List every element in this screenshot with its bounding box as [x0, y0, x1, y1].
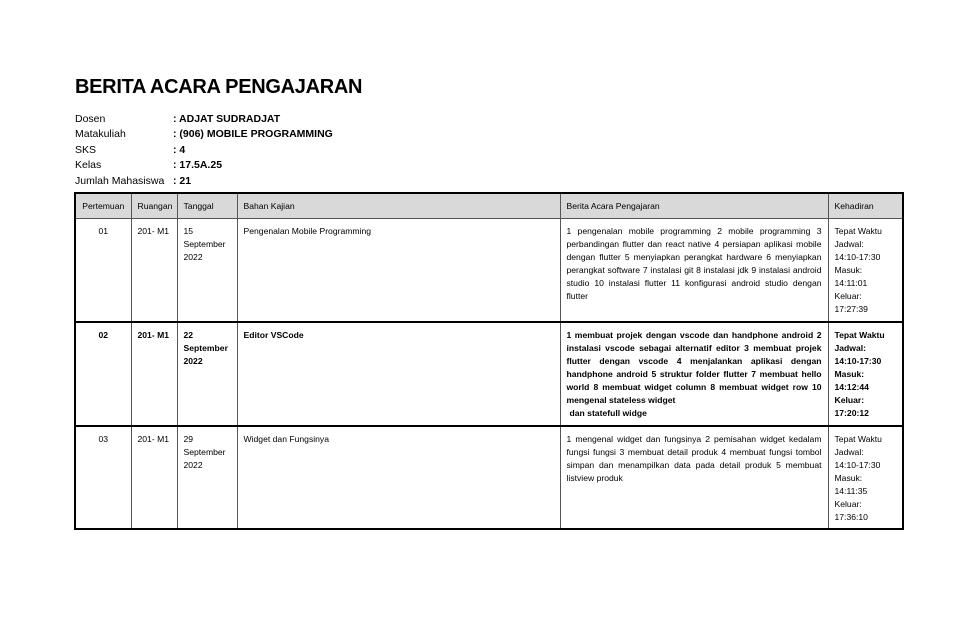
cell-berita-acara: 1 pengenalan mobile programming 2 mobile programming 3 perbandingan flutter dan react native 4 persiapan aplikasi mobile dengan flutter 5 menyiapkan perangkat hardware 6 menyiapkan perangkat software 7 instalasi git 8 instalasi jdk 9 instalasi android studio 10 instalasi flutter 11 konfigurasi android studio dengan flutter: [560, 219, 828, 323]
info-label: Matakuliah: [75, 128, 126, 141]
cell-berita-acara: 1 mengenal widget dan fungsinya 2 pemisahan widget kedalam fungsi fungsi 3 membuat detail produk 4 membuat fungsi tombol simpan dan menampilkan data pada detail produk 5 membuat listview produk: [560, 426, 828, 529]
info-row-matakuliah: [75, 127, 333, 142]
kehadiran-line: Tepat Waktu: [834, 226, 882, 236]
kehadiran-line: 14:11:01: [834, 278, 868, 288]
kehadiran-line: Masuk:: [834, 265, 863, 275]
cell-kehadiran: [828, 219, 903, 323]
info-row-kelas: [75, 158, 333, 173]
kehadiran-line: 14:12:44: [834, 382, 869, 392]
cell-berita-acara: [560, 322, 828, 426]
table-row: [75, 322, 903, 426]
cell-bahan-kajian: Pengenalan Mobile Programming: [237, 219, 560, 323]
kehadiran-line: Masuk:: [834, 473, 863, 483]
cell-tanggal: 29 September 2022: [177, 426, 237, 529]
info-value: : 17.5A.25: [173, 159, 223, 172]
kehadiran-line: Keluar:: [834, 291, 862, 301]
kehadiran-line: Keluar:: [834, 499, 862, 509]
cell-pertemuan: 02: [75, 322, 131, 426]
berita-acara-extra: dan statefull widge: [569, 408, 647, 418]
course-info: [75, 112, 333, 189]
info-value: : 4: [173, 143, 186, 156]
table-row: [75, 426, 903, 529]
cell-ruangan: 201- M1: [131, 322, 177, 426]
info-label: SKS: [75, 143, 97, 156]
cell-tanggal: 15 September 2022: [177, 219, 237, 323]
info-row-dosen: [75, 112, 333, 127]
kehadiran-line: 17:36:10: [834, 512, 868, 522]
cell-kehadiran: [828, 322, 903, 426]
kehadiran-line: Tepat Waktu: [834, 434, 882, 444]
cell-ruangan: 201- M1: [131, 426, 177, 529]
kehadiran-line: 17:27:39: [834, 304, 868, 314]
cell-bahan-kajian: Widget dan Fungsinya: [237, 426, 560, 529]
kehadiran-line: 17:20:12: [834, 408, 869, 418]
cell-kehadiran: [828, 426, 903, 529]
info-label: Jumlah Mahasiswa: [75, 174, 165, 187]
document-title: BERITA ACARA PENGAJARAN: [75, 76, 363, 98]
kehadiran-line: 14:10-17:30: [834, 460, 881, 470]
teaching-report-table: [74, 192, 904, 530]
info-label: Dosen: [75, 113, 106, 125]
header-kehadiran: Kehadiran: [828, 193, 903, 219]
table-header-row: [75, 193, 903, 219]
kehadiran-line: Tepat Waktu: [834, 330, 885, 340]
kehadiran-line: Keluar:: [834, 395, 865, 405]
cell-pertemuan: 03: [75, 426, 131, 529]
info-row-sks: [75, 143, 333, 158]
header-bahan-kajian: Bahan Kajian: [237, 193, 560, 219]
info-value: : 21: [173, 174, 192, 187]
kehadiran-line: 14:10-17:30: [834, 252, 881, 262]
info-row-jumlah-mahasiswa: [75, 174, 333, 189]
kehadiran-line: Masuk:: [834, 369, 865, 379]
table-row: [75, 219, 903, 323]
cell-ruangan: 201- M1: [131, 219, 177, 323]
kehadiran-line: Jadwal:: [834, 343, 867, 353]
header-pertemuan: Pertemuan: [75, 193, 131, 219]
kehadiran-line: 14:10-17:30: [834, 356, 882, 366]
kehadiran-line: Jadwal:: [834, 447, 864, 457]
berita-acara-text: 1 membuat projek dengan vscode dan handphone android 2 instalasi vscode sebagai alternatif editor 3 membuat projek flutter dengan vscode 4 menjalankan aplikasi dengan handphone android 5 struktur folder flutter 7 membuat hello world 8 membuat widget column 8 membuat widget row 10 mengenal stateless widget: [566, 330, 822, 405]
header-tanggal: Tanggal: [177, 193, 237, 219]
cell-bahan-kajian: Editor VSCode: [237, 322, 560, 426]
info-value: : ADJAT SUDRADJAT: [173, 113, 281, 125]
info-label: Kelas: [75, 159, 102, 172]
header-ruangan: Ruangan: [131, 193, 177, 219]
header-berita-acara: Berita Acara Pengajaran: [560, 193, 828, 219]
info-value: : (906) MOBILE PROGRAMMING: [173, 128, 333, 141]
cell-tanggal: 22 September 2022: [177, 322, 237, 426]
cell-pertemuan: 01: [75, 219, 131, 323]
kehadiran-line: Jadwal:: [834, 239, 864, 249]
kehadiran-line: 14:11:35: [834, 486, 868, 496]
